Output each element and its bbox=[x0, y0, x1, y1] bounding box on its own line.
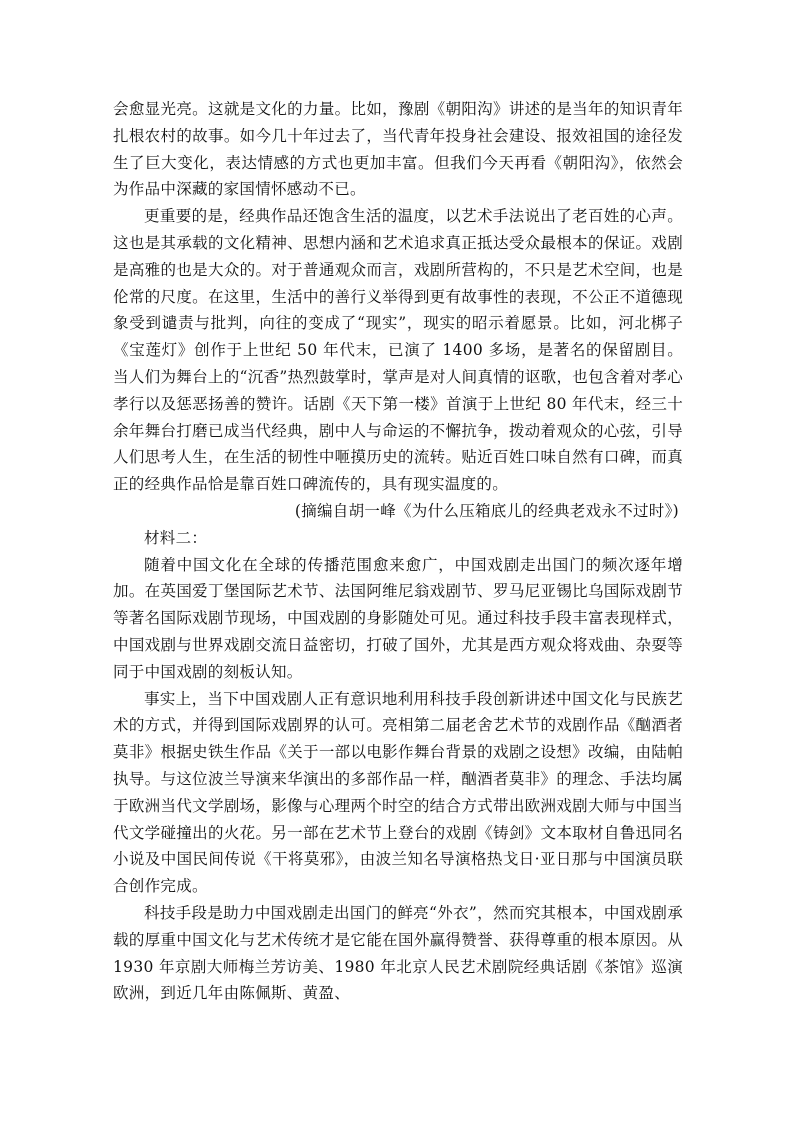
paragraph-classic-works: 更重要的是，经典作品还饱含生活的温度，以艺术手法说出了老百姓的心声。这也是其承载的文化精神、思想内涵和艺术追求真正抵达受众最根本的保证。戏剧是高雅的也是大众的。对于普通观众而言，戏剧所营构的，不只是艺术空间，也是伦常的尺度。在这里，生活中的善行义举得到更有故事性的表现，不公正不道德现象受到谴责与批判，向往的变成了“现实”，现实的昭示着愿景。比如，河北梆子《宝莲灯》创作于上世纪 50 年代末，已演了 1400 多场，是著名的保留剧目。当人们为舞台上的“沉香”热烈鼓掌时，掌声是对人间真情的讴歌，也包含着对孝心孝行以及惩恶扬善的赞许。话剧《天下第一楼》首演于上世纪 80 年代末，经三十余年舞台打磨已成当代经典，剧中人与命运的不懈抗争，拨动着观众的心弦，引导人们思考人生，在生活的韧性中咂摸历史的流转。贴近百姓口味自然有口碑，而真正的经典作品恰是靠百姓口碑流传的，具有现实温度的。 bbox=[113, 207, 683, 494]
paragraph-continued: 会愈显光亮。这就是文化的力量。比如，豫剧《朝阳沟》讲述的是当年的知识青年扎根农村的故事。如今几十年过去了，当代青年投身社会建设、报效祖国的途径发生了巨大变化，表达情感的方式也更加丰富。但我们今天再看《朝阳沟》，依然会为作品中深藏的家国情怀感动不已。 bbox=[113, 100, 683, 199]
section-heading-material-two: 材料二： bbox=[144, 528, 208, 547]
source-citation: (摘编自胡一峰《为什么压箱底儿的经典老戏永不过时》) bbox=[294, 501, 679, 520]
paragraph-technology-innovation: 事实上，当下中国戏剧人正有意识地利用科技手段创新讲述中国文化与民族艺术的方式，并得到国际戏剧界的认可。亮相第二届老舍艺术节的戏剧作品《酗酒者莫非》根据史铁生作品《关于一部以电影作舞台背景的戏剧之设想》改编，由陆帕执导。与这位波兰导演来华演出的多部作品一样，酗酒者莫非》的理念、手法均属于欧洲当代文学剧场，影像与心理两个时空的结合方式带出欧洲戏剧大师与中国当代文学碰撞出的火花。另一部在艺术节上登台的戏剧《铸剑》文本取材自鲁迅同名小说及中国民间传说《干将莫邪》，由波兰知名导演格热戈日·亚日那与中国演员联合创作完成。 bbox=[113, 689, 683, 896]
document-body bbox=[113, 96, 683, 1007]
paragraph-cultural-tradition: 科技手段是助力中国戏剧走出国门的鲜亮“外衣”，然而究其根本，中国戏剧承载的厚重中国文化与艺术传统才是它能在国外赢得赞誉、获得尊重的根本原因。从 1930 年京剧大师梅兰芳访美、1980 年北京人民艺术剧院经典话剧《茶馆》巡演欧洲，到近几年由陈佩斯、黄盈、 bbox=[113, 903, 683, 1003]
paragraph-global-spread: 随着中国文化在全球的传播范围愈来愈广，中国戏剧走出国门的频次逐年增加。在英国爱丁堡国际艺术节、法国阿维尼翁戏剧节、罗马尼亚锡比乌国际戏剧节等著名国际戏剧节现场，中国戏剧的身影随处可见。通过科技手段丰富表现样式，中国戏剧与世界戏剧交流日益密切，打破了国外，尤其是西方观众将戏曲、杂耍等同于中国戏剧的刻板认知。 bbox=[113, 555, 683, 681]
